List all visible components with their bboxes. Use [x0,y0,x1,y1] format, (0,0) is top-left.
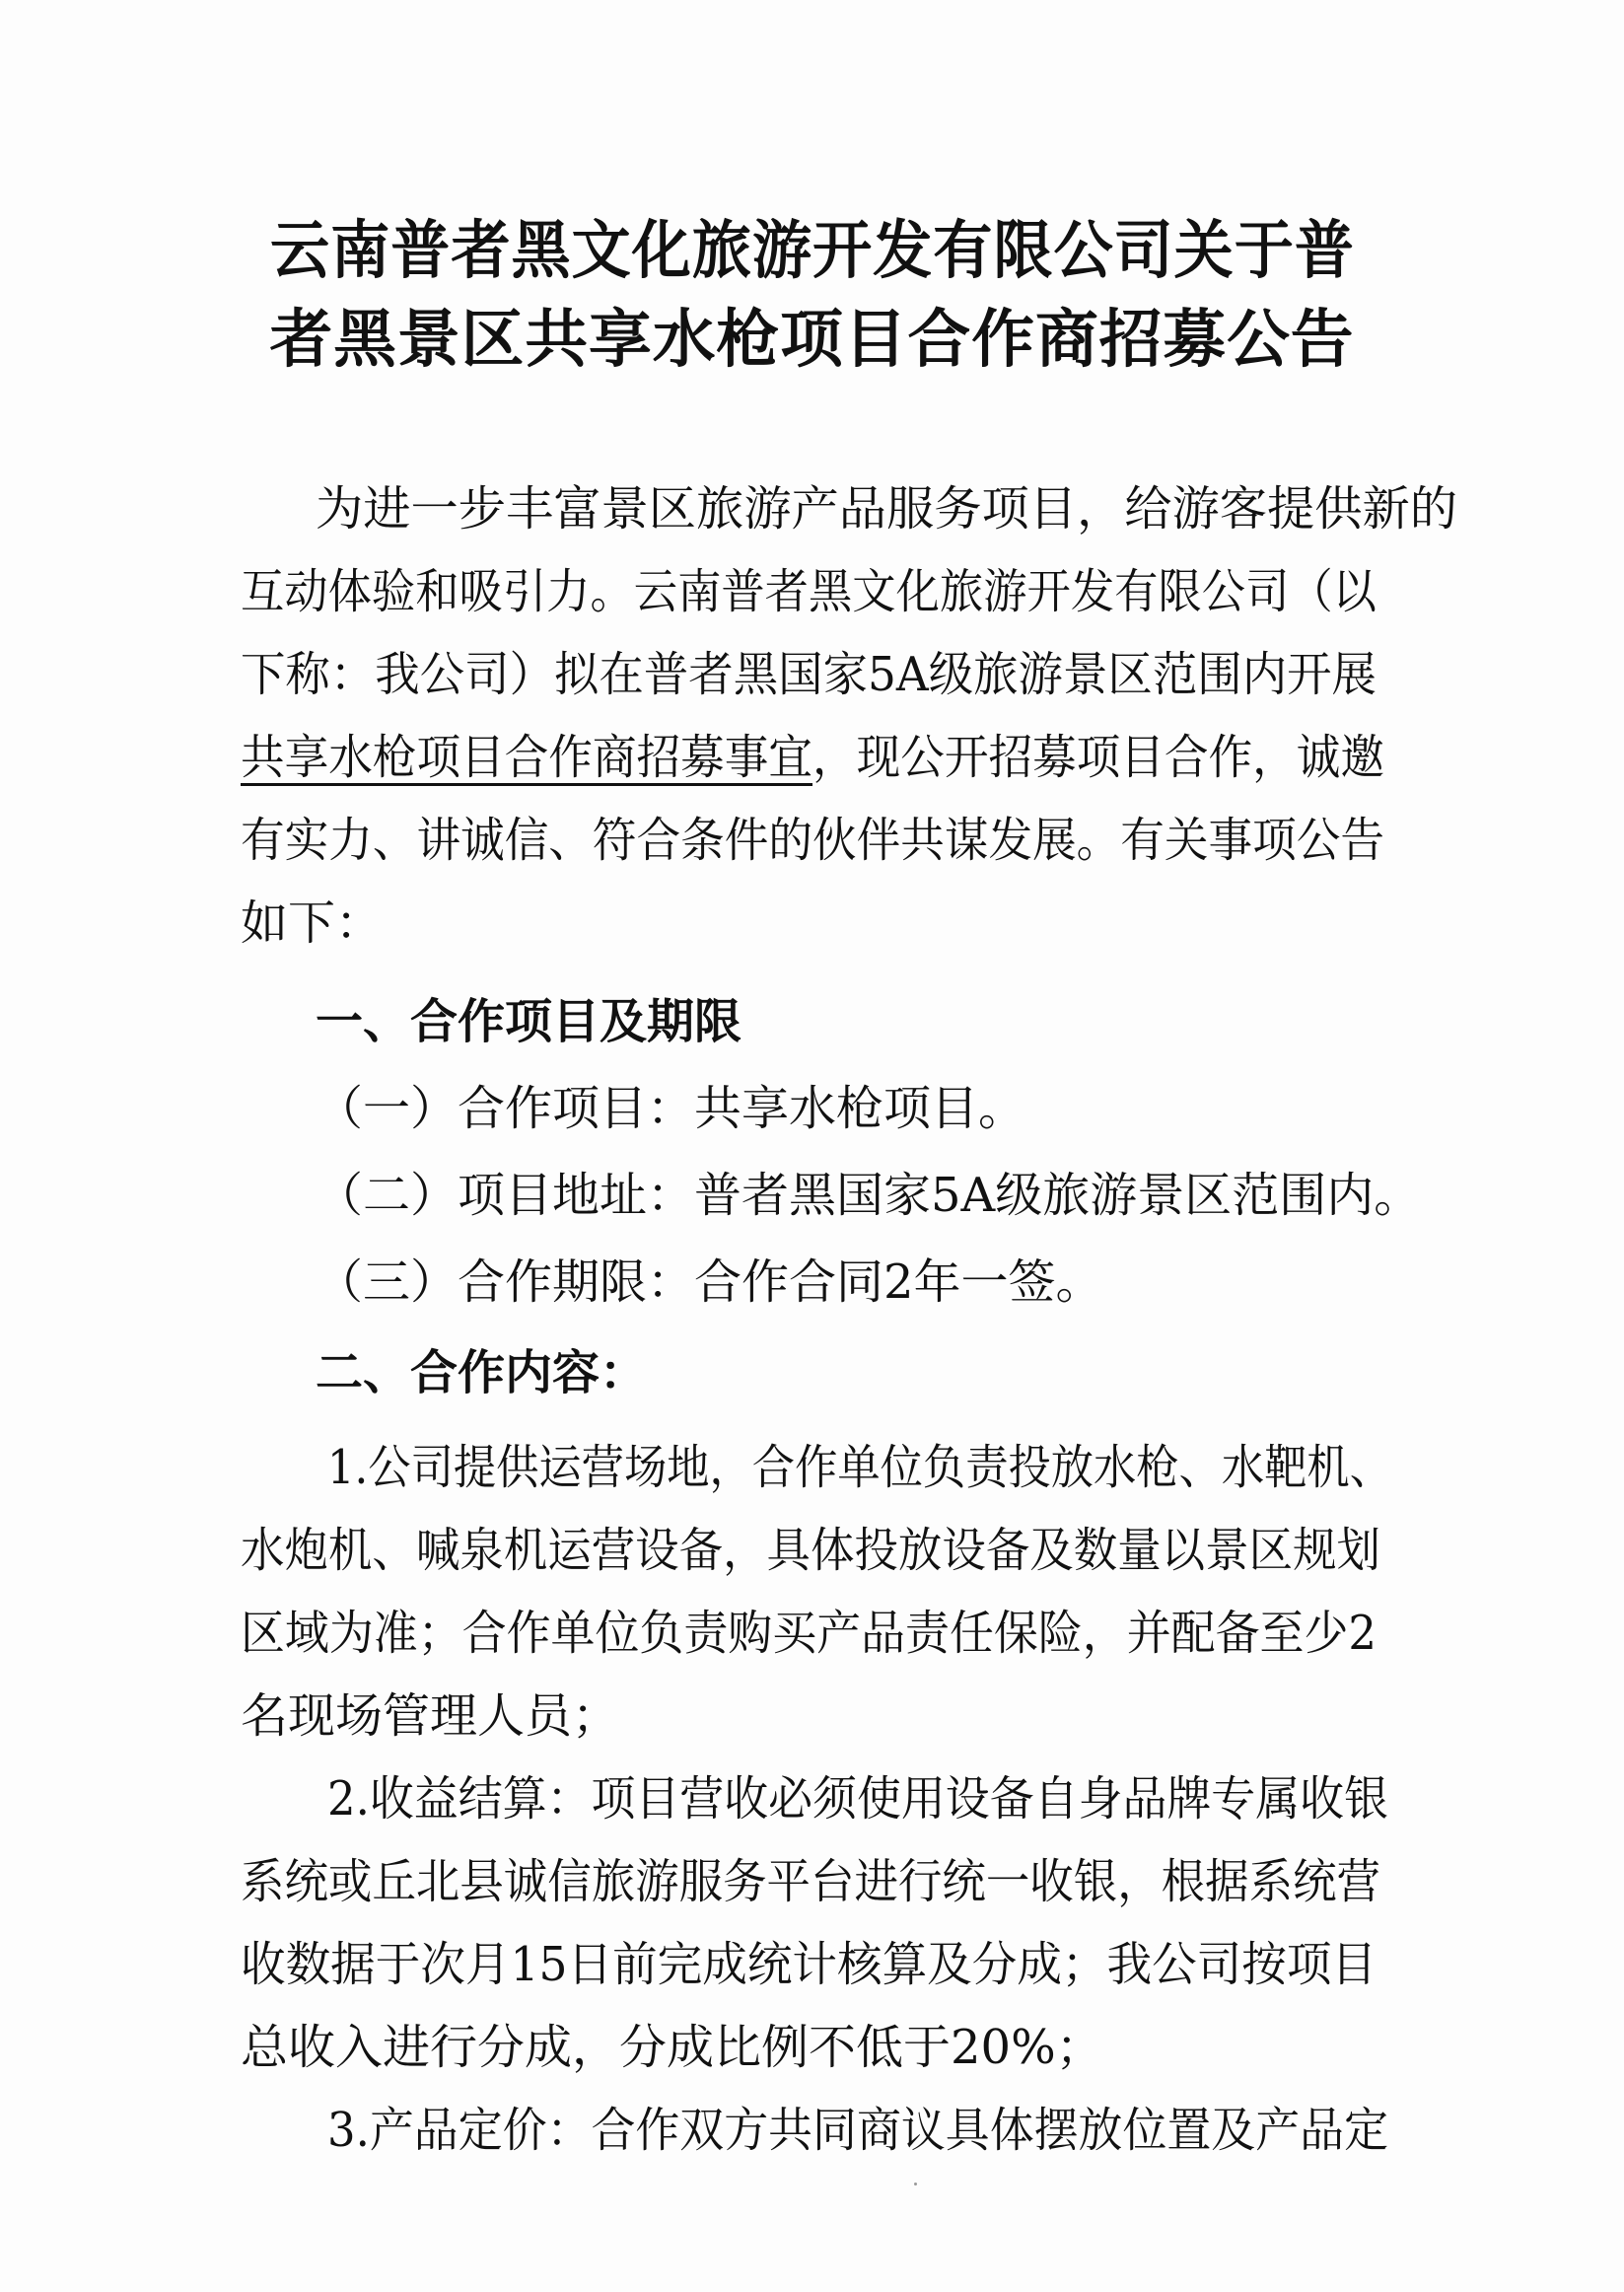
section-2-para-2-line-4: 总收入进行分成，分成比例不低于20%； [241,2020,1103,2075]
intro-line-1: 为进一步丰富景区旅游产品服务项目，给游客提供新的 [316,481,1457,537]
intro-line-3: 下称：我公司）拟在普者黑国家5A级旅游景区范围内开展 [241,647,1377,702]
intro-line-5: 有实力、讲诚信、符合条件的伙伴共谋发展。有关事项公告 [241,813,1384,868]
section-2-para-2-line-1: 2.收益结算：项目营收必须使用设备自身品牌专属收银 [327,1771,1388,1826]
intro-line-4 [241,718,1384,797]
intro-line-2: 互动体验和吸引力。云南普者黑文化旅游开发有限公司（以 [241,564,1377,619]
document-title-line-1: 云南普者黑文化旅游开发有限公司关于普 [269,215,1355,288]
section-1-heading: 一、合作项目及期限 [316,994,742,1049]
section-2-para-1-line-4: 名现场管理人员； [241,1688,620,1744]
section-1-item-2: （二）项目地址：普者黑国家5A级旅游景区范围内。 [316,1168,1422,1223]
section-2-para-2-line-2: 系统或丘北县诚信旅游服务平台进行统一收银，根据系统营 [241,1854,1380,1909]
section-2-para-1-line-1: 1.公司提供运营场地，合作单位负责投放水枪、水靶机、 [327,1440,1392,1495]
section-1-item-1: （一）合作项目：共享水枪项目。 [316,1081,1026,1136]
document-title-line-2: 者黑景区共享水枪项目合作商招募公告 [269,304,1355,377]
section-1-item-3: （三）合作期限：合作合同2年一签。 [316,1254,1103,1310]
section-2-para-1-line-3: 区域为准；合作单位负责购买产品责任保险，并配备至少2 [241,1606,1377,1661]
underlined-project-name: 共享水枪项目合作商招募事宜 [241,730,812,785]
section-2-heading: 二、合作内容： [316,1345,648,1400]
section-2-para-3-line-1: 3.产品定价：合作双方共同商议具体摆放位置及产品定 [327,2103,1388,2158]
scan-speck [914,2183,917,2185]
intro-line-6: 如下： [241,895,384,951]
intro-line-4-rest: ，现公开招募项目合作，诚邀 [812,730,1384,785]
section-2-para-1-line-2: 水炮机、喊泉机运营设备，具体投放设备及数量以景区规划 [241,1523,1380,1578]
section-2-para-2-line-3: 收数据于次月15日前完成统计核算及分成；我公司按项目 [241,1937,1377,1992]
